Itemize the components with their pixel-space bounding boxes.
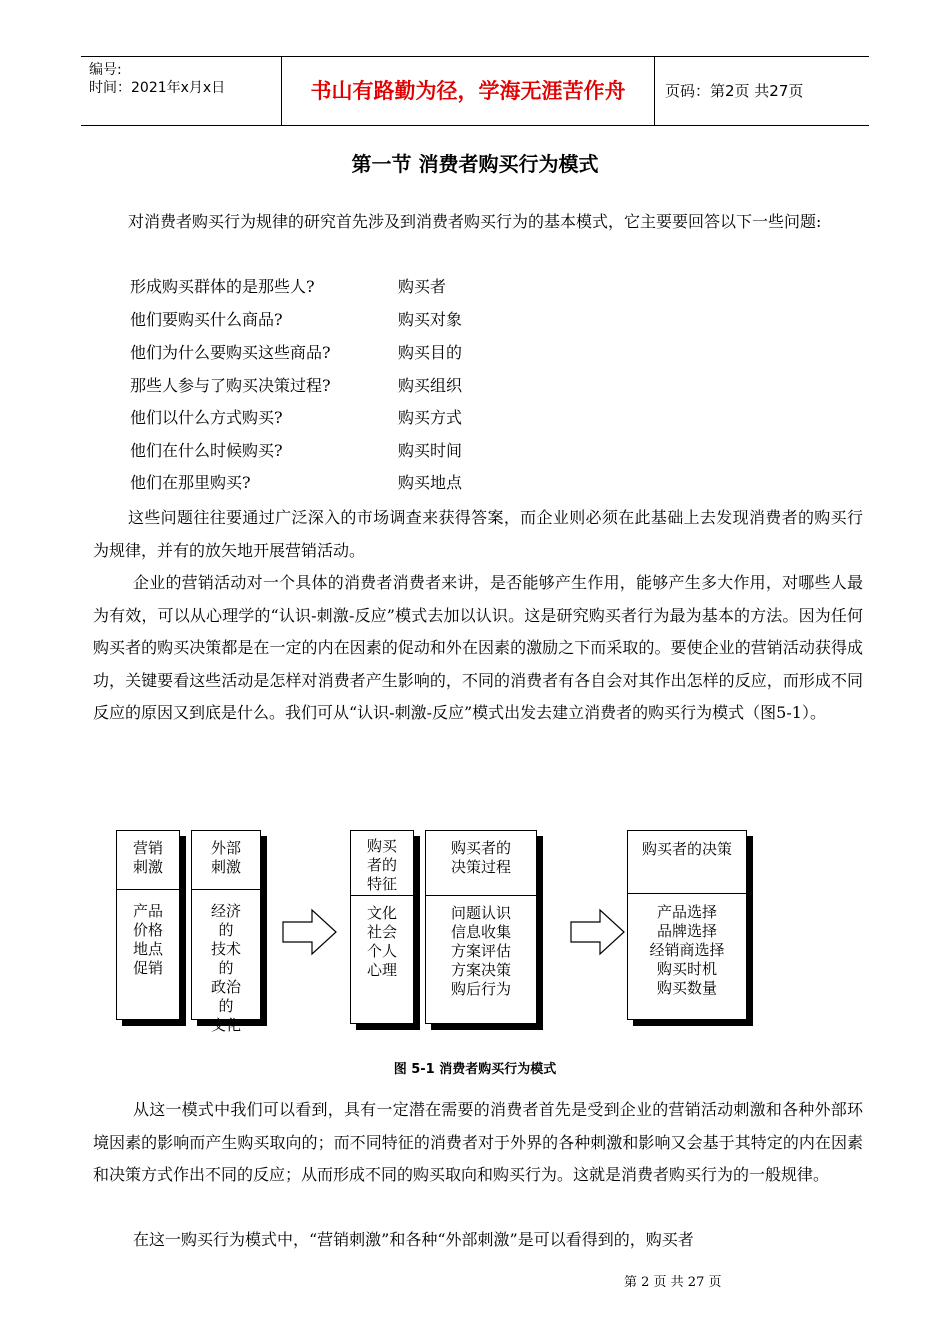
box-divider bbox=[192, 889, 260, 890]
question-item bbox=[130, 376, 462, 396]
question-answer: 购买时间 bbox=[398, 441, 463, 460]
header-motto: 书山有路勤为径，学海无涯苦作舟 bbox=[281, 57, 655, 125]
question-text: 他们在什么时候购买? bbox=[130, 441, 283, 460]
paragraph-2: 这些问题往往要通过广泛深入的市场调查来获得答案，而企业则必须在此基础上去发现消费者的购买行为规律，并有的放矢地开展营销活动。 bbox=[93, 508, 863, 560]
paragraph-3: 企业的营销活动对一个具体的消费者消费者来讲，是否能够产生作用，能够产生多大作用，对哪些人最为有效，可以从心理学的“认识-刺激-反应”模式去加以认识。这是研究购买者行为最为基本的方法。因为任何购买者的购买决策都是在一定的内在因素的促动和外在因素的激励之下而采取的。要使企业的营销活动获得成功，关键要看这些活动是怎样对消费者产生影响的，不同的消费者有各自会对其作出怎样的反应，而形成不同反应的原因又到底是什么。我们可从“认识-刺激-反应”模式出发去建立消费者的购买行为模式（图5-1）。 bbox=[93, 573, 863, 722]
diagram-box-decision-process bbox=[425, 830, 537, 1024]
question-answer: 购买者 bbox=[398, 277, 447, 296]
box-content: 问题认识 信息收集 方案评估 方案决策 购后行为 bbox=[450, 904, 511, 998]
section-title: 第一节 消费者购买行为模式 bbox=[351, 152, 599, 176]
question-answer: 购买对象 bbox=[398, 310, 463, 329]
box-divider bbox=[628, 893, 746, 894]
box-heading: 购买 者的 特征 bbox=[366, 837, 397, 893]
paragraph-4: 从这一模式中我们可以看到，具有一定潜在需要的消费者首先是受到企业的营销活动刺激和各种外部环境因素的影响而产生购买取向的；而不同特征的消费者对于外界的各种刺激和影响又会基于其特定的内在因素和决策方式作出不同的反应；从而形成不同的购买取向和购买行为。这就是消费者购买行为的一般规律。 bbox=[93, 1100, 863, 1184]
paragraph-5: 在这一购买行为模式中，“营销刺激”和各种“外部刺激”是可以看得到的，购买者 bbox=[133, 1230, 694, 1249]
box-content: 产品 价格 地点 促销 bbox=[132, 902, 163, 977]
question-item bbox=[130, 343, 462, 363]
question-item bbox=[130, 310, 462, 330]
question-text: 那些人参与了购买决策过程? bbox=[130, 376, 331, 395]
time-label: 时间：2021年x月x日 bbox=[89, 80, 226, 96]
question-text: 形成购买群体的是那些人? bbox=[130, 277, 315, 296]
question-item bbox=[130, 277, 446, 297]
question-answer: 购买方式 bbox=[398, 408, 463, 427]
box-content: 产品选择 品牌选择 经销商选择 购买时机 购买数量 bbox=[649, 903, 725, 997]
diagram-box-buyer-characteristics bbox=[350, 830, 414, 1024]
question-text: 他们以什么方式购买? bbox=[130, 408, 283, 427]
question-text: 他们要购买什么商品? bbox=[130, 310, 283, 329]
arrow-right-icon bbox=[570, 908, 626, 956]
question-item bbox=[130, 441, 462, 461]
header-meta bbox=[81, 57, 281, 125]
question-item bbox=[130, 473, 462, 493]
number-label: 编号: bbox=[89, 62, 122, 78]
arrow-right-icon bbox=[282, 908, 338, 956]
question-answer: 购买组织 bbox=[398, 376, 463, 395]
box-divider bbox=[351, 895, 413, 896]
box-heading: 外部 刺激 bbox=[210, 839, 241, 876]
box-heading: 购买者的决策 bbox=[641, 840, 732, 858]
page-footer: 第 2 页 共 27 页 bbox=[624, 1275, 722, 1290]
intro-paragraph: 对消费者购买行为规律的研究首先涉及到消费者购买行为的基本模式，它主要要回答以下一些问题: bbox=[128, 212, 822, 231]
question-text: 他们在那里购买? bbox=[130, 473, 251, 492]
question-answer: 购买目的 bbox=[398, 343, 463, 362]
diagram-box-marketing-stimuli bbox=[116, 830, 180, 1020]
question-text: 他们为什么要购买这些商品? bbox=[130, 343, 331, 362]
diagram-box-external-stimuli bbox=[191, 830, 261, 1034]
box-divider bbox=[426, 895, 536, 896]
box-divider bbox=[117, 889, 179, 890]
box-content: 文化 社会 个人 心理 bbox=[366, 904, 397, 979]
header-page-info: 页码：第2页 共27页 bbox=[665, 82, 804, 100]
box-heading: 营销 刺激 bbox=[132, 839, 163, 876]
question-answer: 购买地点 bbox=[398, 473, 463, 492]
box-content: 经济 的 技术 的 政治 的 文化 bbox=[210, 902, 241, 1034]
box-heading: 购买者的 决策过程 bbox=[450, 839, 511, 876]
figure-caption: 图 5-1 消费者购买行为模式 bbox=[393, 1062, 557, 1077]
diagram-box-buyer-decision bbox=[627, 830, 747, 1020]
question-item bbox=[130, 408, 462, 428]
page-header bbox=[81, 56, 869, 126]
